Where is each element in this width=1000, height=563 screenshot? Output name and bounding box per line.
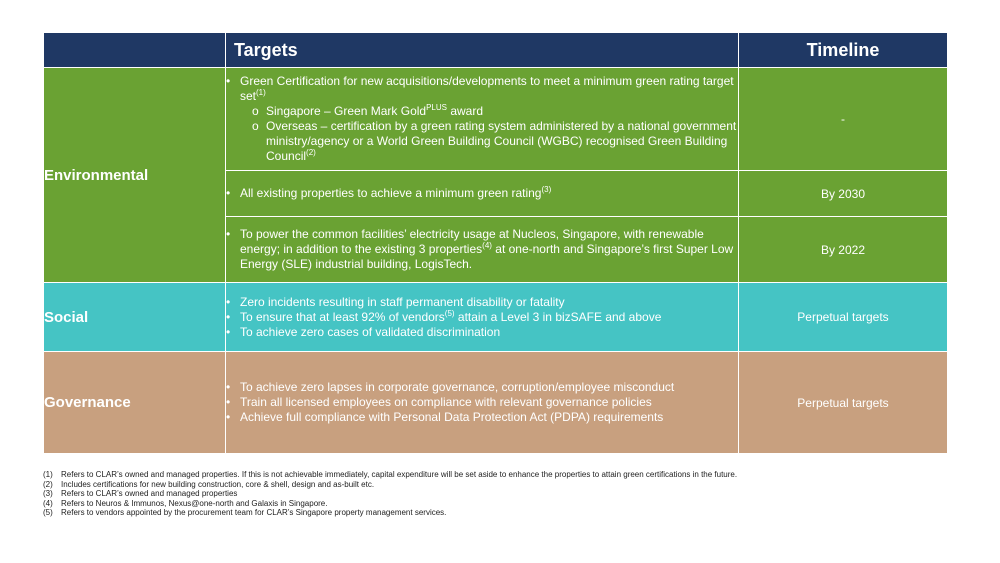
bullet-item bbox=[226, 395, 738, 410]
env-row-1 bbox=[44, 68, 948, 171]
footnote-number: (2) bbox=[43, 479, 53, 489]
header-blank-cell bbox=[44, 33, 226, 68]
bullet-text: To achieve zero cases of validated discrimination bbox=[240, 324, 501, 339]
bullet-text: attain a Level 3 in bizSAFE and above bbox=[454, 309, 662, 324]
footnote bbox=[43, 489, 943, 499]
social-targets bbox=[226, 283, 739, 352]
governance-row bbox=[44, 352, 948, 454]
footnotes bbox=[43, 470, 943, 518]
footnote bbox=[43, 470, 943, 480]
governance-targets bbox=[226, 352, 739, 454]
category-environmental: Environmental bbox=[44, 68, 226, 283]
bullet-item bbox=[226, 325, 738, 340]
category-social: Social bbox=[44, 283, 226, 352]
footnote-text: Refers to CLAR’s owned and managed properties bbox=[61, 489, 238, 499]
superscript: PLUS bbox=[426, 103, 447, 112]
env-timeline-2: By 2030 bbox=[739, 171, 948, 217]
bullet-text: To achieve zero lapses in corporate governance, corruption/employee misconduct bbox=[240, 380, 675, 394]
footnote bbox=[43, 480, 943, 490]
env-target-1 bbox=[226, 68, 739, 171]
sub-bullet-item bbox=[226, 119, 738, 164]
social-row bbox=[44, 283, 948, 352]
bullet-item bbox=[226, 380, 738, 395]
governance-timeline: Perpetual targets bbox=[739, 352, 948, 454]
bullet-item bbox=[226, 310, 738, 325]
bullet-icon: • bbox=[226, 380, 231, 394]
sub-bullet-text: Singapore – Green Mark Gold bbox=[266, 104, 427, 118]
bullet-item bbox=[226, 295, 738, 310]
header-timeline: Timeline bbox=[739, 33, 948, 68]
bullet-icon: • bbox=[226, 410, 231, 424]
env-target-3 bbox=[226, 217, 739, 283]
footnote-ref: (1) bbox=[256, 88, 266, 97]
footnote-text: Refers to Neuros & Immunos, Nexus@one-north and Galaxis in Singapore. bbox=[61, 498, 328, 508]
footnote bbox=[43, 499, 943, 509]
bullet-icon: • bbox=[226, 395, 231, 409]
bullet-text: Zero incidents resulting in staff permanent disability or fatality bbox=[240, 294, 565, 309]
bullet-text: To ensure that at least 92% of vendors bbox=[240, 309, 445, 324]
bullet-item bbox=[226, 186, 738, 201]
social-timeline: Perpetual targets bbox=[739, 283, 948, 352]
bullet-text: All existing properties to achieve a minimum green rating bbox=[240, 186, 542, 200]
category-governance: Governance bbox=[44, 352, 226, 454]
bullet-text: Green Certification for new acquisitions/developments to meet a minimum green rating target set bbox=[240, 74, 734, 103]
footnote-number: (1) bbox=[43, 470, 53, 479]
footnote-number: (3) bbox=[43, 489, 53, 499]
bullet-text: Achieve full compliance with Personal Data Protection Act (PDPA) requirements bbox=[240, 410, 664, 424]
sub-bullet-text: award bbox=[447, 104, 484, 118]
footnote-text: Includes certifications for new building construction, core & shell, design and as-built etc. bbox=[61, 479, 375, 489]
bullet-text: at one-north and Singapore’s first Super Low Energy (SLE) industrial building, LogisTech. bbox=[240, 242, 734, 271]
footnote-text: Refers to CLAR’s owned and managed properties. If this is not achievable immediately, capital expenditure will be set aside to enhance the properties to attain green certifications in the future. bbox=[61, 470, 738, 479]
circle-bullet-icon: o bbox=[252, 119, 259, 133]
footnote-ref: (4) bbox=[482, 241, 492, 250]
bullet-icon: • bbox=[226, 227, 231, 241]
sub-bullet-item bbox=[226, 104, 738, 119]
footnote-number: (5) bbox=[43, 508, 53, 518]
env-timeline-3: By 2022 bbox=[739, 217, 948, 283]
footnote-ref: (3) bbox=[541, 185, 552, 194]
bullet-text: To power the common facilities’ electricity usage at Nucleos, Singapore, with renewable energy; in addition to the existing 3 properties bbox=[240, 227, 704, 256]
footnote-number: (4) bbox=[43, 498, 53, 508]
bullet-icon: • bbox=[226, 74, 231, 88]
bullet-icon: • bbox=[226, 309, 231, 324]
circle-bullet-icon: o bbox=[252, 104, 259, 118]
bullet-icon: • bbox=[226, 324, 231, 339]
env-target-2 bbox=[226, 171, 739, 217]
footnote-ref: (2) bbox=[306, 148, 316, 157]
header-targets: Targets bbox=[226, 33, 739, 68]
footnote-ref: (5) bbox=[444, 308, 455, 318]
env-timeline-1: - bbox=[739, 68, 948, 171]
bullet-text: Train all licensed employees on compliance with relevant governance policies bbox=[240, 395, 652, 409]
footnote bbox=[43, 508, 943, 518]
bullet-item bbox=[226, 410, 738, 425]
bullet-icon: • bbox=[226, 294, 231, 309]
bullet-item bbox=[226, 227, 738, 272]
esg-targets-table bbox=[43, 32, 948, 454]
header-row bbox=[44, 33, 948, 68]
bullet-icon: • bbox=[226, 186, 231, 200]
footnote-text: Refers to vendors appointed by the procurement team for CLAR’s Singapore property management services. bbox=[61, 508, 447, 518]
bullet-item bbox=[226, 74, 738, 104]
sub-bullet-text: Overseas – certification by a green rating system administered by a national government ministry/agency or a World Green Building Council (WGBC) recognised Green Building Council bbox=[266, 119, 737, 163]
